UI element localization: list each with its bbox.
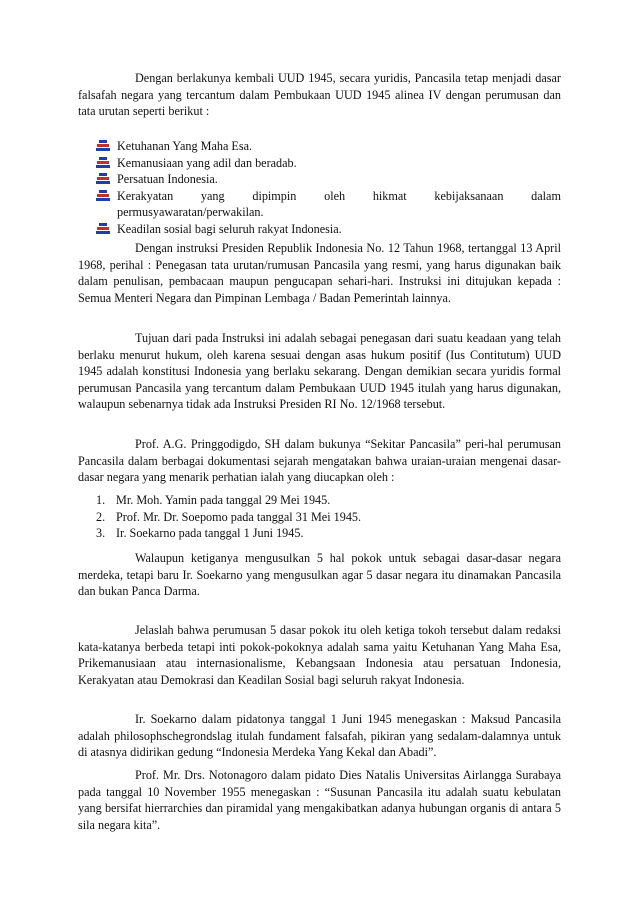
- stacked-books-icon: [96, 157, 110, 169]
- stacked-books-icon: [96, 140, 110, 152]
- speaker-item: [96, 492, 561, 509]
- stacked-books-icon: [96, 173, 110, 185]
- speaker-numbered-list: [96, 492, 561, 542]
- speaker-item: [96, 525, 561, 542]
- paragraph-jelaslah: Jelaslah bahwa perumusan 5 dasar pokok itu oleh ketiga tokoh tersebut dalam redaksi kata-katanya berbeda tetapi inti pokok-pokoknya adalah sama yaitu Ketuhanan Yang Maha Esa, Prikemanusiaan atau internasionalisme, Kebangsaan Indonesia atau persatuan Indonesia, Kerakyatan atau Demokrasi dan Keadilan Sosial bagi seluruh rakyat Indonesia.: [78, 623, 561, 687]
- word: oleh: [324, 188, 346, 203]
- sila-item-2: [96, 155, 561, 172]
- word: kebijaksanaan: [434, 188, 504, 203]
- list-number: 3.: [96, 526, 106, 541]
- word: dipimpin: [252, 188, 297, 203]
- sila-item-text: Kemanusiaan yang adil dan beradab.: [117, 155, 297, 170]
- word: hikmat: [372, 188, 407, 203]
- word: dalam: [531, 188, 561, 203]
- speaker-item: [96, 509, 561, 526]
- speaker-text: Ir. Soekarno pada tanggal 1 Juni 1945.: [116, 526, 304, 541]
- sila-item-text: Persatuan Indonesia.: [117, 172, 218, 187]
- sila-bullet-list: [96, 138, 561, 238]
- word: Kerakyatan: [117, 188, 174, 203]
- word: yang: [200, 188, 225, 203]
- paragraph-instruksi: Dengan instruksi Presiden Republik Indonesia No. 12 Tahun 1968, tertanggal 13 April 1968, perihal : Penegasan tata urutan/rumusan Pancasila yang resmi, yang harus digunakan baik dalam penulisan, pembacaan maupun pengucapan sehari-hari. Instruksi ini ditujukan kepada : Semua Menteri Negara dan Pimpinan Lembaga / Badan Pemerintah lainnya.: [78, 241, 561, 305]
- paragraph-intro: Dengan berlakunya kembali UUD 1945, secara yuridis, Pancasila tetap menjadi dasar falsafah negara yang tercantum dalam Pembukaan UUD 1945 alinea IV dengan perumusan dan tata urutan seperti berikut :: [78, 71, 561, 119]
- sila-item-4: [96, 188, 561, 221]
- sila-item-1: [96, 138, 561, 155]
- speaker-text: Prof. Mr. Dr. Soepomo pada tanggal 31 Mei 1945.: [116, 509, 362, 524]
- stacked-books-icon: [96, 223, 110, 235]
- paragraph-notonagoro: Prof. Mr. Drs. Notonagoro dalam pidato Dies Natalis Universitas Airlangga Surabaya pada tanggal 10 November 1955 menegaskan : “Susunan Pancasila itu adalah suatu kebulatan yang bersifat hierrarchies dan piramidal yang mengakibatkan adanya hubungan organis di antara 5 sila negara kita”.: [78, 768, 561, 832]
- sila-item-text: Keadilan sosial bagi seluruh rakyat Indonesia.: [117, 221, 342, 236]
- paragraph-walaupun: Walaupun ketiganya mengusulkan 5 hal pokok untuk sebagai dasar-dasar negara merdeka, tetapi baru Ir. Soekarno yang mengusulkan agar 5 dasar negara itu dinamakan Pancasila dan bukan Panca Darma.: [78, 551, 561, 599]
- paragraph-tujuan: Tujuan dari pada Instruksi ini adalah sebagai penegasan dari suatu keadaan yang telah berlaku menurut hukum, oleh karena sesuai dengan asas hukum positif (Ius Contitutum) UUD 1945 adalah konstitusi Indonesia yang berlaku sekarang. Dengan demikian secara yuridis formal perumusan Pancasila yang tercantum dalam Pembukaan UUD 1945 itulah yang harus digunakan, walaupun sebenarnya tidak ada Instruksi Presiden RI No. 12/1968 tersebut.: [78, 331, 561, 412]
- sila-item-3: [96, 171, 561, 188]
- list-number: 1.: [96, 493, 106, 507]
- sila-item-text: Ketuhanan Yang Maha Esa.: [117, 139, 253, 153]
- sila-item-4-line-2: permusyawaratan/perwakilan.: [117, 205, 264, 220]
- stacked-books-icon: [96, 190, 110, 202]
- speaker-text: Mr. Moh. Yamin pada tanggal 29 Mei 1945.: [116, 493, 331, 507]
- list-number: 2.: [96, 509, 106, 524]
- sila-item-5: [96, 221, 561, 238]
- paragraph-pringgodigdo: Prof. A.G. Pringgodigdo, SH dalam bukunya “Sekitar Pancasila” peri-hal perumusan Pancasila dalam berbagai dokumentasi sejarah mengatakan bahwa uraian-uraian mengenai dasar-dasar negara yang menarik perhatian ialah yang diucapkan oleh :: [78, 437, 561, 485]
- paragraph-soekarno: Ir. Soekarno dalam pidatonya tanggal 1 Juni 1945 menegaskan : Maksud Pancasila adalah philosophschegrondslag itulah fundament falsafah, pikiran yang sedalam-dalamnya untuk di atasnya didirikan gedung “Indonesia Merdeka Yang Kekal dan Abadi”.: [78, 712, 561, 760]
- sila-item-4-line-1: [117, 188, 561, 205]
